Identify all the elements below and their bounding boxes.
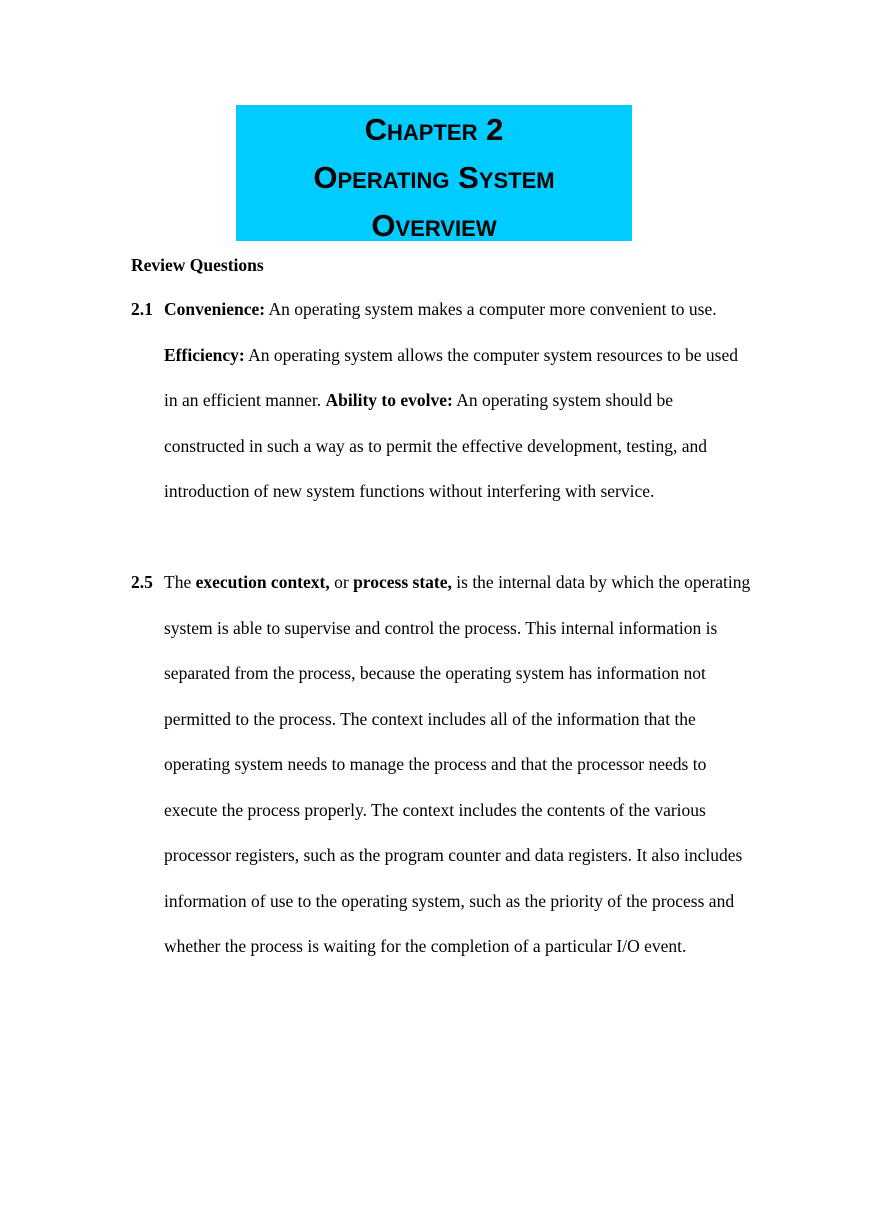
answer-text: The <box>164 572 196 592</box>
question-answer <box>164 287 751 515</box>
chapter-title-banner <box>236 105 632 241</box>
answer-term: process state, <box>353 572 452 592</box>
answer-term: Convenience: <box>164 299 266 319</box>
answer-text: is the internal data by which the operating system is able to supervise and control the process. This internal information is separated from the process, because the operating system has information not permitted to the process. The context includes all of the information that the operating system needs to manage the process and that the processor needs to execute the process properly. The context includes the contents of the various processor registers, such as the program counter and data registers. It also includes information of use to the operating system, such as the priority of the process and whether the process is waiting for the completion of a particular I/O event. <box>164 572 751 956</box>
answer-term: Efficiency: <box>164 344 245 365</box>
answer-text: or <box>329 572 354 592</box>
question-2-1 <box>131 287 751 515</box>
answer-text: An operating system makes a computer more convenient to use. <box>265 299 717 319</box>
chapter-title-line-3: OVERVIEW <box>371 208 497 243</box>
answer-text: An operating system should be constructed in such a way as to permit the effective development, testing, and introduction of new system functions without interfering with service. <box>164 390 707 501</box>
question-2-5 <box>131 560 751 970</box>
chapter-title-line-2: OPERATING SYSTEM <box>313 160 555 195</box>
question-number: 2.5 <box>131 572 153 592</box>
question-answer <box>164 560 751 970</box>
chapter-title-line-1: CHAPTER 2 <box>364 112 504 147</box>
answer-text: An operating system allows the computer system resources to be used in an efficient manner. <box>164 344 738 410</box>
section-heading: Review Questions <box>131 255 264 275</box>
answer-term: execution context, <box>195 572 330 592</box>
answer-term: Ability to evolve: <box>325 390 453 410</box>
question-number: 2.1 <box>131 299 153 319</box>
